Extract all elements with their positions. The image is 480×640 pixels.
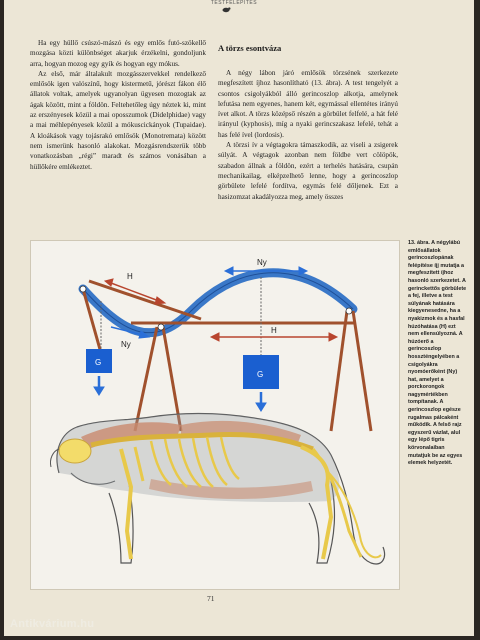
- section-title: A törzs esontváza: [218, 43, 282, 53]
- weight-label-left: G: [95, 358, 102, 367]
- paragraph: A négy lábon járó emlősök törzsének szerkezete megfeszített íjhoz hasonlítható (13. ábra). A test tengelyét a csontos csigolyákból álló gerincoszlop alkotja, amelynek lefutása nem egyenes, hanem két, egymással ellentétes irányú ívet alkot. A törzs középső részén a görbület felfelé, a hát felé irányul (kyphosis), míg a nyaki gerincszakasz lefelé, tehát a has felé ível (lordosis).: [218, 69, 398, 139]
- paragraph: A törzsi ív a végtagokra támaszkodik, az viseli a zsigerek súlyát. A végtagok azonban nem földbe vert cölöpök, szabadon állnak a földön, ezért a terhelés hatására, csupán mechanikailag, elképzelhető lenne, hogy a gerincoszlop görbülete lefelé fordítva, egymás felé dőljenek. Ezt a hasizomzat akadályozza meg, amely összes: [218, 141, 398, 201]
- page-number: 71: [207, 594, 215, 603]
- hind-leg: [331, 311, 347, 431]
- force-label-h-mid: H: [271, 326, 277, 335]
- paragraph: Az első, már általakult mozgásszervekkel rendelkező emlősök igen valószínű, hogy kistermetű, jórészt fákon élő állatok voltak, amelyek ugyanolyan ügyesen mozogtak az ágak között, mint a földön. Feltehetőleg úgy néztek ki, mint az erszényesek közül a mai oposszumok (Didelphidae) vagy a mai méhlepényesek közül a mókuscickányok (Tupaidae). A kloákások vagy tojásrakó emlősök (Monotremata) között nem ismerünk hasonló alakokat. Mozgásrendszerük több vonatkozásban „régi” maradt és számos vonásában a hüllőkére emlékeztet.: [30, 69, 206, 171]
- animal-icon: [221, 6, 231, 13]
- front-leg: [135, 327, 157, 431]
- weight-label-right: G: [257, 370, 264, 379]
- running-header: TESTFELÉPÍTÉS: [210, 0, 258, 6]
- hind-leg-2: [353, 311, 371, 431]
- text-column-left: [30, 38, 206, 172]
- spine-bow-diagram: [31, 241, 399, 589]
- pull-arrow-top: [105, 279, 165, 304]
- joint: [158, 324, 164, 330]
- text-column-right: [218, 68, 398, 202]
- figure-caption: 13. ábra. A négylábú emlősállatok gerincoszlopának felépítése íjj mutatja a megfeszített íjhoz hasonló szerkezetet. A gerinckettős görbülete a fej, illetve a test súlyának hatására kiegyenesedne, ha a nyakizmok és a hasfal húzóhatása (H) ezt nem ellensúlyozná. A húzóerő a gerincoszlop hosszténgelyében a csigolyákra nyomóerőként (Ny) hat, amelyet a porckorongok nagymértékben tompítanak. A gerincoszlop egésze rugalmas pálcaként működik. A felső rajz egyszerű vázlat, alul egy lépő tigris körvonalaiban mutatjuk be az egyes elemek helyzetét.: [408, 240, 467, 467]
- force-label-h-top: H: [127, 272, 133, 281]
- force-label-ny-top: Ny: [257, 258, 267, 267]
- book-page: [4, 0, 474, 636]
- paragraph: Ha egy hüllő csúszó-mászó és egy emlős futó-szökellő mozgása közti különbséget akarjuk érzékelni, gondoljunk arra, hogyan mozog egy gyík és hogyan egy mókus.: [30, 39, 206, 68]
- force-label-ny-left: Ny: [121, 340, 131, 349]
- joint: [80, 286, 86, 292]
- watermark: Antikvárium.hu: [10, 618, 95, 630]
- figure-13: [30, 240, 400, 590]
- gravity-arrow-left: [94, 376, 104, 395]
- gravity-arrow-right: [256, 392, 266, 411]
- joint: [346, 308, 352, 314]
